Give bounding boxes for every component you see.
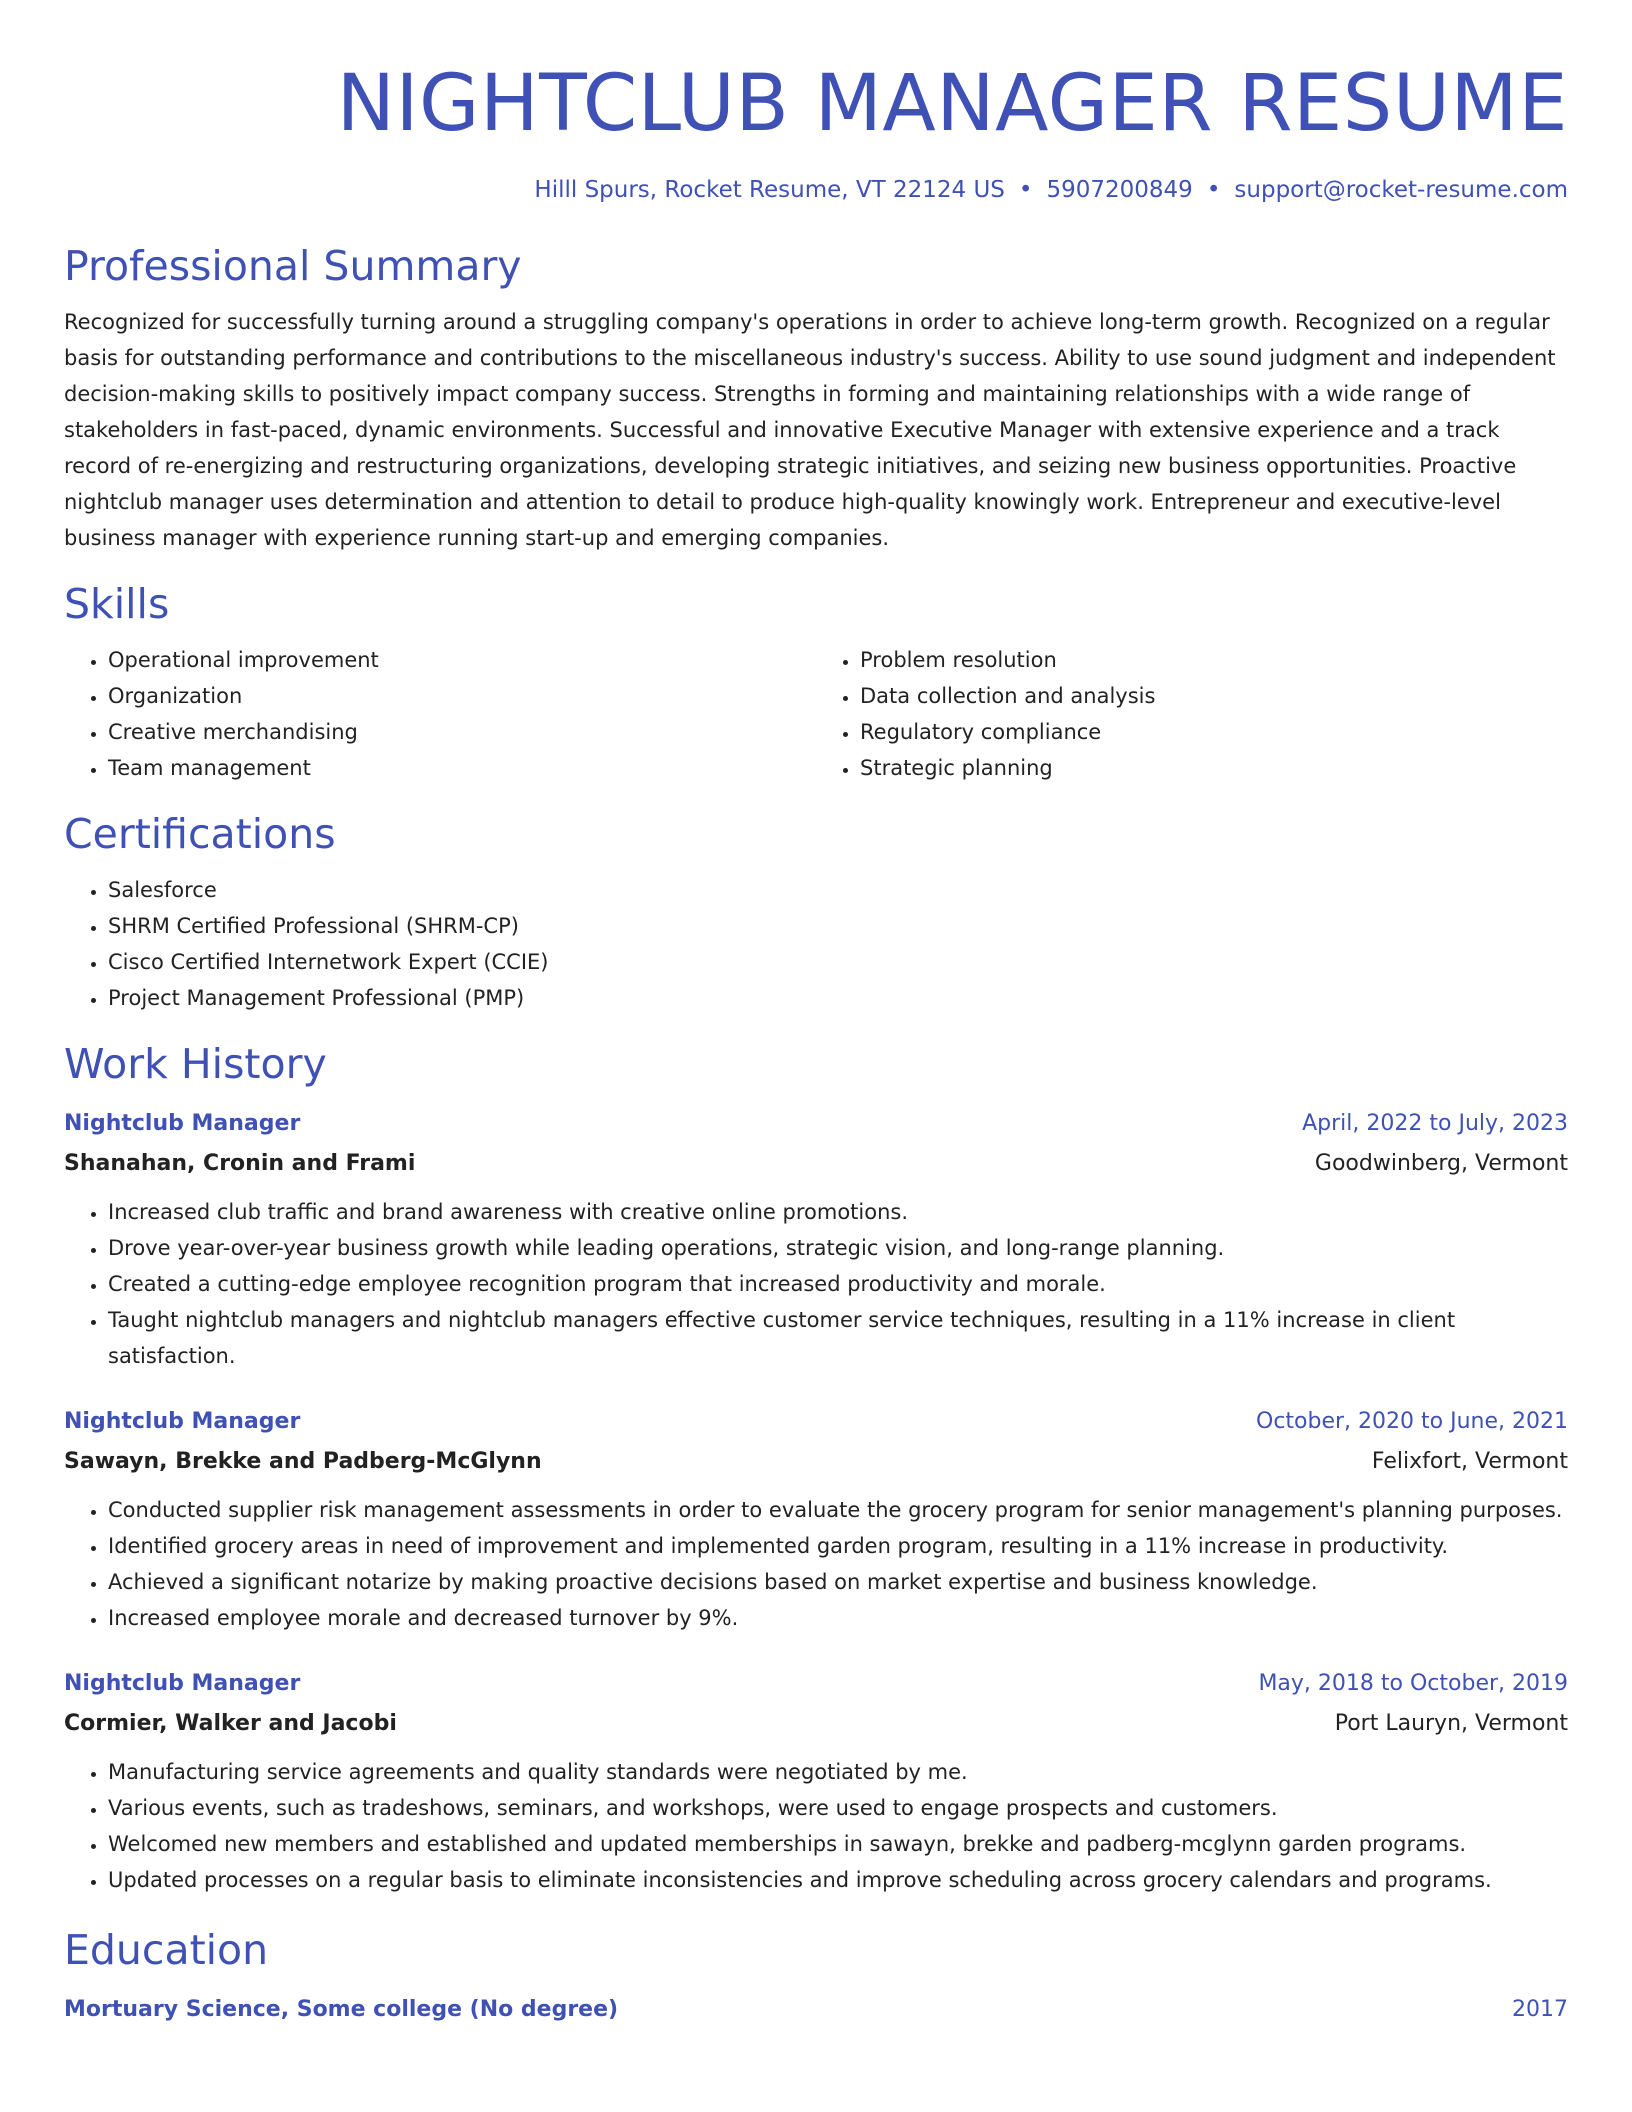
skills-grid (64, 630, 1568, 786)
job-bullet: • Updated processes on a regular basis to eliminate inconsistencies and improve scheduling across grocery calendars and programs. (108, 1862, 1568, 1898)
work-history-section (64, 1038, 1568, 1898)
job-title: Nightclub Manager (64, 1409, 301, 1434)
job-entry (64, 1402, 1568, 1636)
job-company-row (64, 1144, 1568, 1184)
contact-address: Hilll Spurs, Rocket Resume, VT 22124 US (534, 177, 1005, 203)
skill-item: • Team management (108, 750, 816, 786)
job-dates: April, 2022 to July, 2023 (1302, 1111, 1568, 1136)
job-bullet: • Increased employee morale and decreased turnover by 9%. (108, 1600, 1568, 1636)
job-header-row (64, 1664, 1568, 1704)
education-section (64, 1924, 1568, 2030)
skill-item: • Strategic planning (860, 750, 1568, 786)
skill-item: • Operational improvement (108, 642, 816, 678)
job-title: Nightclub Manager (64, 1671, 301, 1696)
job-header-row (64, 1104, 1568, 1144)
job-bullet: • Created a cutting-edge employee recognition program that increased productivity and morale. (108, 1266, 1568, 1302)
skill-item: • Creative merchandising (108, 714, 816, 750)
summary-heading: Professional Summary (64, 242, 522, 290)
skills-list-right (816, 642, 1568, 786)
certification-item: • Cisco Certified Internetwork Expert (CCIE) (108, 944, 1568, 980)
skills-list-left (64, 642, 816, 786)
certification-item: • Project Management Professional (PMP) (108, 980, 1568, 1016)
summary-text: Recognized for successfully turning around a struggling company's operations in order to achieve long-term growth. Recognized on a regular basis for outstanding performance and contributions to the miscellaneous industry's success. Ability to use sound judgment and independent decision-making skills to positively impact company success. Strengths in forming and maintaining relationships with a wide range of stakeholders in fast-paced, dynamic environments. Successful and innovative Executive Manager with extensive experience and a track record of re-energizing and restructuring organizations, developing strategic initiatives, and seizing new business opportunities. Proactive nightclub manager uses determination and attention to detail to produce high-quality knowingly work. Entrepreneur and executive-level business manager with experience running start-up and emerging companies. (64, 310, 1556, 550)
job-location: Port Lauryn, Vermont (1334, 1711, 1568, 1736)
work-history-heading: Work History (64, 1040, 327, 1088)
contact-separator: • (1206, 177, 1221, 203)
education-row (64, 1990, 1568, 2030)
job-bullet: • Achieved a significant notarize by making proactive decisions based on market expertise and business knowledge. (108, 1564, 1568, 1600)
job-location: Felixfort, Vermont (1371, 1449, 1568, 1474)
job-company: Cormier, Walker and Jacobi (64, 1711, 397, 1736)
skill-item: • Regulatory compliance (860, 714, 1568, 750)
certifications-heading: Certifications (64, 810, 336, 858)
skill-item: • Organization (108, 678, 816, 714)
job-bullet: • Conducted supplier risk management assessments in order to evaluate the grocery program for senior management's planning purposes. (108, 1492, 1568, 1528)
skills-heading: Skills (64, 580, 170, 628)
job-dates: October, 2020 to June, 2021 (1256, 1409, 1568, 1434)
contact-email[interactable]: support@rocket-resume.com (1234, 177, 1568, 203)
education-degree: Mortuary Science, Some college (No degree) (64, 1997, 619, 2022)
job-header-row (64, 1402, 1568, 1442)
job-bullet: • Welcomed new members and established and updated memberships in sawayn, brekke and padberg-mcglynn garden programs. (108, 1826, 1568, 1862)
job-bullet: • Manufacturing service agreements and quality standards were negotiated by me. (108, 1754, 1568, 1790)
certification-item: • SHRM Certified Professional (SHRM-CP) (108, 908, 1568, 944)
job-bullets (64, 1194, 1568, 1374)
job-entry (64, 1664, 1568, 1898)
job-company: Shanahan, Cronin and Frami (64, 1151, 416, 1176)
job-bullets (64, 1492, 1568, 1636)
summary-section (64, 240, 1568, 556)
job-company: Sawayn, Brekke and Padberg-McGlynn (64, 1449, 542, 1474)
job-entry (64, 1104, 1568, 1374)
certification-item: • Salesforce (108, 872, 1568, 908)
contact-separator: • (1018, 177, 1033, 203)
job-dates: May, 2018 to October, 2019 (1258, 1671, 1568, 1696)
job-bullet: • Increased club traffic and brand awareness with creative online promotions. (108, 1194, 1568, 1230)
certifications-section (64, 808, 1568, 1016)
job-bullet: • Various events, such as tradeshows, seminars, and workshops, were used to engage prospects and customers. (108, 1790, 1568, 1826)
contact-phone[interactable]: 5907200849 (1046, 177, 1193, 203)
skills-section (64, 578, 1568, 786)
job-bullets (64, 1754, 1568, 1898)
job-company-row (64, 1442, 1568, 1482)
job-bullet: • Drove year-over-year business growth while leading operations, strategic vision, and long-range planning. (108, 1230, 1568, 1266)
skill-item: • Problem resolution (860, 642, 1568, 678)
job-location: Goodwinberg, Vermont (1314, 1151, 1568, 1176)
skill-item: • Data collection and analysis (860, 678, 1568, 714)
job-bullet: • Identified grocery areas in need of improvement and implemented garden program, resulting in a 11% increase in productivity. (108, 1528, 1568, 1564)
job-bullet: • Taught nightclub managers and nightclub managers effective customer service techniques, resulting in a 11% increase in client satisfaction. (108, 1302, 1568, 1374)
education-heading: Education (64, 1926, 269, 1974)
resume-title: NIGHTCLUB MANAGER RESUME (336, 59, 1568, 149)
job-title: Nightclub Manager (64, 1111, 301, 1136)
certifications-list (64, 872, 1568, 1016)
education-year: 2017 (1512, 1997, 1568, 2022)
contact-line (64, 174, 1568, 206)
job-company-row (64, 1704, 1568, 1744)
